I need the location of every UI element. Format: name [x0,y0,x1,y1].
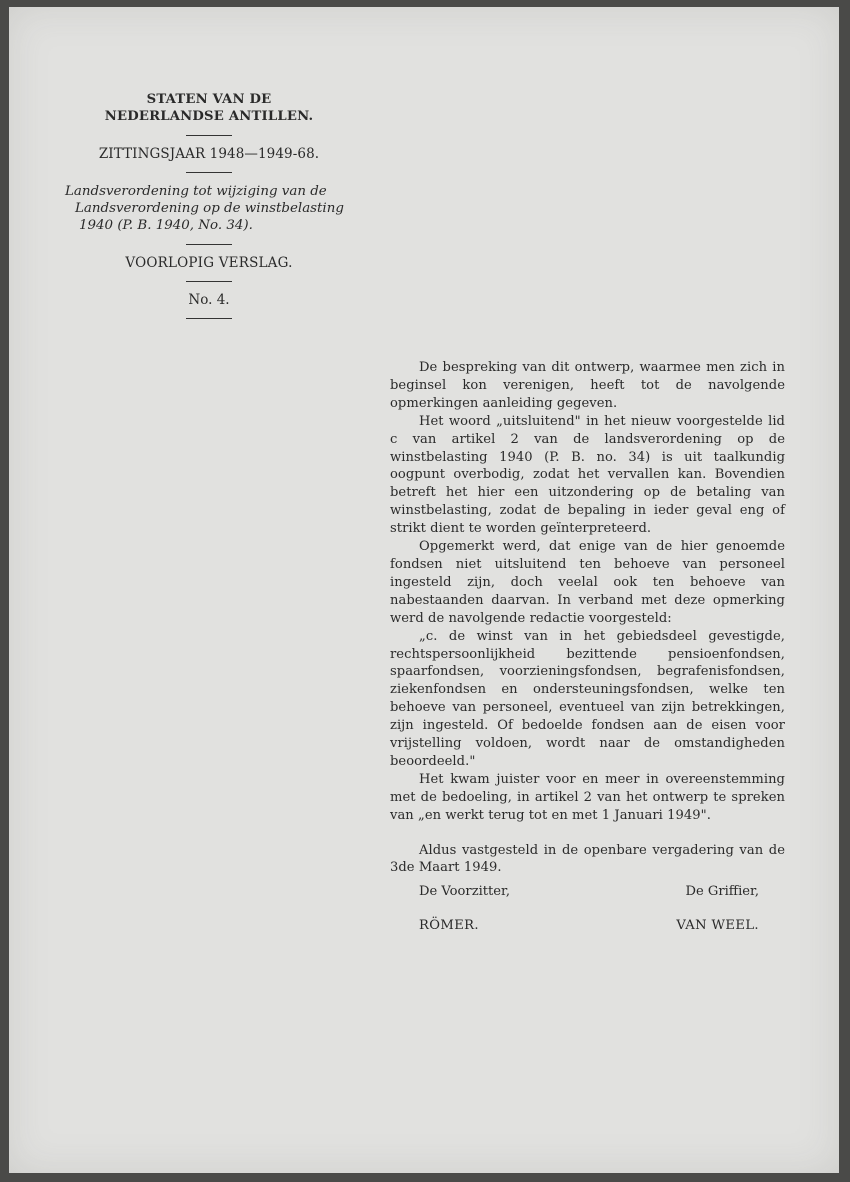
proposed-text-quote: „c. de winst van in het gebiedsdeel gevestigde, rechtspersoonlijkheid bezittende pensioenfondsen, spaarfondsen, voorzieningsfondsen, begrafenisfondsen, ziekenfondsen en ondersteuningsfondsen, welke ten behoeve van personeel, eventueel van zijn betrekkingen, zijn ingesteld. Of bedoelde fondsen aan de eisen voor vrijstelling voldoen, wordt naar de omstandigheden beoordeeld." [390,628,785,769]
divider [186,172,232,173]
institution-line-2: NEDERLANDSE ANTILLEN. [104,109,314,124]
divider [186,135,232,136]
divider [186,281,232,282]
subject-title [59,183,359,234]
document-header [59,91,359,329]
clerk-title: De Griffier, [685,884,759,899]
divider [186,318,232,319]
closing-statement: Aldus vastgesteld in de openbare vergadering van de 3de Maart 1949. [390,842,785,876]
paragraph: Het woord „uitsluitend" in het nieuw voorgestelde lid c van artikel 2 van de landsverordening op de winstbelasting 1940 (P. B. no. 34) is uit taalkundig oogpunt overbodig, zodat het vervallen kan. Bovendien betreft het hier een uitzondering op de betaling van winstbelasting, zodat de bepaling in ieder geval eng of strikt dient te worden geïnterpreteerd. [390,413,785,537]
document-page [9,7,839,1173]
paragraph: De bespreking van dit ontwerp, waarmee men zich in beginsel kon verenigen, heeft tot de navolgende opmerkingen aanleiding gegeven. [390,360,785,411]
signature-block [419,883,759,935]
report-body [390,359,785,877]
signature-names [419,917,759,935]
signature-titles [419,883,759,901]
subject-line-3: 1940 (P. B. 1940, No. 34). [79,218,253,233]
divider [186,244,232,245]
clerk-name: VAN WEEL. [676,918,759,933]
paragraph: Opgemerkt werd, dat enige van de hier genoemde fondsen niet uitsluitend ten behoeve van personeel ingesteld zijn, doch veelal ook ten behoeve van nabestaanden daarvan. In verband met deze opmerking werd de navolgende redactie voorgesteld: [390,539,785,626]
chair-title: De Voorzitter, [419,884,511,899]
report-type: VOORLOPIG VERSLAG. [125,255,293,271]
report-number: No. 4. [188,292,230,308]
chair-name: RÖMER. [419,918,479,933]
paragraph: Het kwam juister voor en meer in overeenstemming met de bedoeling, in artikel 2 van het ontwerp te spreken van „en werkt terug tot en met 1 Januari 1949". [390,771,785,823]
subject-line-1: Landsverordening tot wijziging van de [65,184,327,199]
session-year: ZITTINGSJAAR 1948—1949-68. [98,146,320,162]
institution-line-1: STATEN VAN DE [146,92,272,107]
subject-line-2: Landsverordening op de winstbelasting [75,201,344,216]
